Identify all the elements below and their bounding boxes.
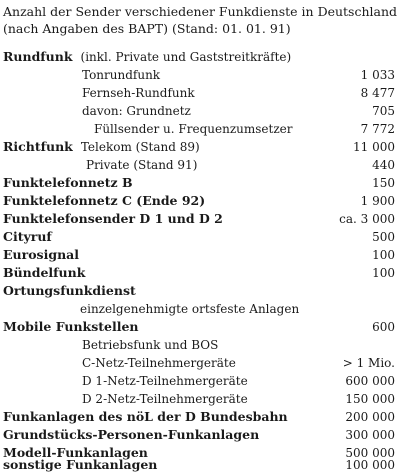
row-value: ca. 3 000 — [339, 212, 395, 226]
row-fuellsender — [94, 120, 395, 138]
row-funktelefonsender-d — [3, 210, 395, 228]
row-value: 7 772 — [360, 122, 395, 136]
row-value: 500 000 — [345, 446, 395, 460]
row-funktelefonnetz-c — [3, 192, 395, 210]
row-label: davon: Grundnetz — [82, 104, 191, 118]
row-value: 150 000 — [345, 392, 395, 406]
row-value: 500 — [372, 230, 395, 244]
row-value: 705 — [372, 104, 395, 118]
row-value: 1 900 — [360, 194, 395, 208]
row-label: Funktelefonsender D 1 und D 2 — [3, 211, 223, 226]
row-label: Cityruf — [3, 229, 52, 244]
row-grundnetz — [82, 102, 395, 120]
row-label: Private (Stand 91) — [86, 158, 198, 172]
row-grundstuecks-personen — [3, 426, 395, 444]
row-betriebsfunk — [82, 336, 395, 354]
row-value: 300 000 — [345, 428, 395, 442]
row-sonstige-funkanlagen — [3, 456, 395, 474]
row-label: Modell-Funkanlagen — [3, 445, 148, 460]
row-funkanlagen-bundesbahn — [3, 408, 395, 426]
row-value: > 1 Mio. — [342, 356, 395, 370]
row-label: D 1-Netz-Teilnehmergeräte — [82, 374, 248, 388]
row-label: Funktelefonnetz C (Ende 92) — [3, 193, 206, 208]
row-label: Rundfunk — [3, 49, 73, 64]
row-label: D 2-Netz-Teilnehmergeräte — [82, 392, 248, 406]
row-value: 200 000 — [345, 410, 395, 424]
row-value: 1 033 — [360, 68, 395, 82]
row-label: Richtfunk — [3, 139, 73, 154]
row-label: Grundstücks-Personen-Funkanlagen — [3, 427, 260, 442]
row-tonrundfunk — [82, 66, 395, 84]
row-value: 600 000 — [345, 374, 395, 388]
row-rundfunk — [3, 48, 395, 66]
row-label: Funkanlagen des nöL der D Bundesbahn — [3, 409, 288, 424]
row-value: 100 — [372, 248, 395, 262]
row-einzelgenehmigte — [80, 300, 395, 318]
row-funktelefonnetz-b — [3, 174, 395, 192]
row-ortungsfunkdienst — [3, 282, 395, 300]
row-note: (inkl. Private und Gaststreitkräfte) — [80, 50, 292, 64]
row-label: Funktelefonnetz B — [3, 175, 133, 190]
row-buendelfunk — [3, 264, 395, 282]
row-label: Füllsender u. Frequenzumsetzer — [94, 122, 293, 136]
row-label: einzelgenehmigte ortsfeste Anlagen — [80, 302, 300, 316]
row-label: sonstige Funkanlagen — [3, 457, 158, 472]
row-value: 100 000 — [345, 458, 395, 472]
row-cityruf — [3, 228, 395, 246]
table-caption: Anzahl der Sender verschiedener Funkdienste in Deutschland (nach Angaben des BAPT) (Stand: 01. 01. 91) — [3, 4, 398, 36]
row-value: 11 000 — [353, 140, 395, 154]
row-value: 8 477 — [360, 86, 395, 100]
row-label: Eurosignal — [3, 247, 80, 262]
row-d1-netz — [82, 372, 395, 390]
row-note: Telekom (Stand 89) — [80, 140, 200, 154]
row-value: 100 — [372, 266, 395, 280]
row-value: 440 — [372, 158, 395, 172]
row-label: Ortungsfunkdienst — [3, 283, 136, 298]
row-c-netz — [82, 354, 395, 372]
row-richtfunk — [3, 138, 395, 156]
row-d2-netz — [82, 390, 395, 408]
row-label: C-Netz-Teilnehmergeräte — [82, 356, 236, 370]
row-label: Fernseh-Rundfunk — [82, 86, 195, 100]
row-eurosignal — [3, 246, 395, 264]
row-private — [86, 156, 395, 174]
row-value: 600 — [372, 320, 395, 334]
row-value: 150 — [372, 176, 395, 190]
row-label: Bündelfunk — [3, 265, 86, 280]
row-mobile-funkstellen — [3, 318, 395, 336]
row-label: Tonrundfunk — [82, 68, 161, 82]
row-label: Betriebsfunk und BOS — [82, 338, 219, 352]
row-fernseh-rundfunk — [82, 84, 395, 102]
row-label: Mobile Funkstellen — [3, 319, 139, 334]
